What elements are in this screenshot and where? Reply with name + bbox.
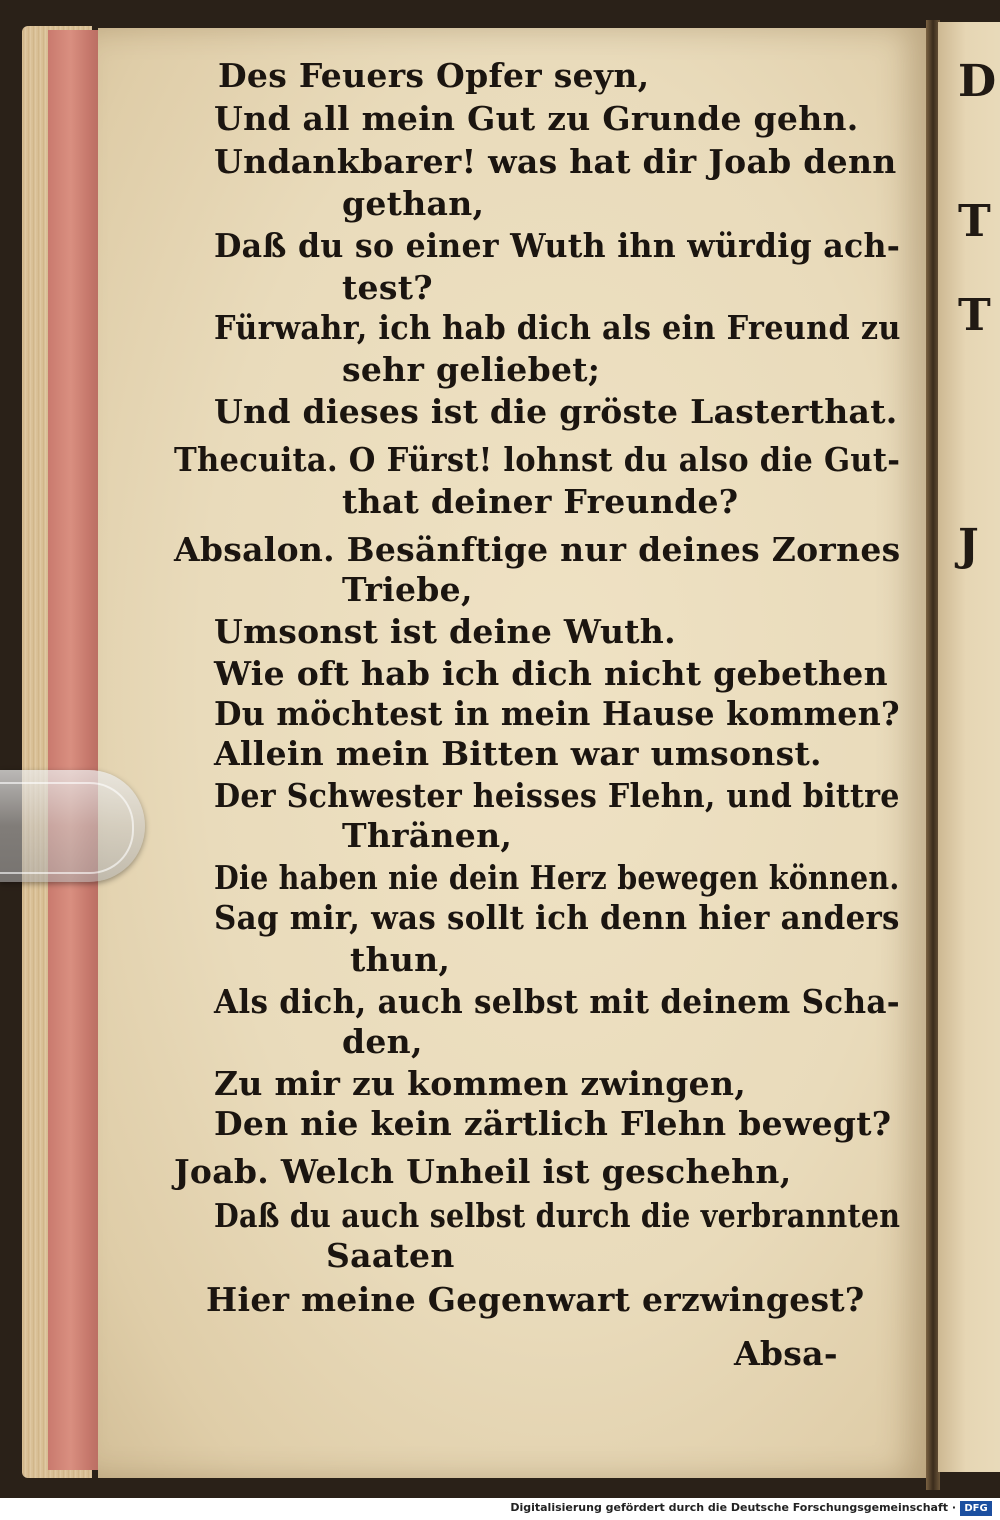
right-page-fragment: T [958,196,991,247]
text-line: Zu mir zu kommen zwingen, [214,1064,747,1103]
text-line: sehr geliebet; [342,350,601,389]
text-line: Saaten [326,1236,455,1275]
text-line: test? [342,268,433,307]
right-page-fragment: D [958,56,997,107]
footer-credit: Digitalisierung gefördert durch die Deutsche Forschungsgemeinschaft · [510,1501,956,1514]
dfg-logo: DFG [960,1501,992,1516]
right-page-fragment: T [958,290,991,341]
catchword: Absa- [734,1334,838,1373]
text-line: thun, [350,940,451,979]
speaker-line-thecuita: Thecuita. O Fürst! lohnst du also die Gut- [174,440,901,479]
text-line: Daß du auch selbst durch die verbrannten [214,1196,901,1235]
text-line: that deiner Freunde? [342,482,739,521]
right-page-fragment: J [958,520,979,571]
text-line: den, [342,1022,423,1061]
text-line: Sag mir, was sollt ich denn hier anders [214,898,900,937]
text-line: Als dich, auch selbst mit deinem Scha- [214,982,900,1021]
speaker-line-joab: Joab. Welch Unheil ist geschehn, [174,1152,792,1191]
speaker-line-absalon: Absalon. Besänftige nur deines Zornes [174,530,901,569]
text-line: gethan, [342,184,485,223]
text-line: Allein mein Bitten war umsonst. [214,734,822,773]
digitization-footer [0,1498,1000,1520]
text-line: Hier meine Gegenwart erzwingest? [206,1280,865,1319]
text-line: Und all mein Gut zu Grunde gehn. [214,99,859,138]
text-line: Umsonst ist deine Wuth. [214,612,676,651]
text-line: Du möchtest in mein Hause kommen? [214,694,900,733]
text-line: Die haben nie dein Herz bewegen können. [214,858,900,897]
text-line: Daß du so einer Wuth ihn würdig ach- [214,226,901,265]
text-line: Und dieses ist die gröste Lasterthat. [214,392,898,431]
text-line: Des Feuers Opfer seyn, [218,56,650,95]
text-line: Der Schwester heisses Flehn, und bittre [214,776,900,815]
text-line: Wie oft hab ich dich nicht gebethen [214,654,888,693]
text-line: Thränen, [342,816,513,855]
text-line: Undankbarer! was hat dir Joab denn [214,142,897,181]
text-line: Fürwahr, ich hab dich als ein Freund zu [214,308,901,347]
text-line: Den nie kein zärtlich Flehn bewegt? [214,1104,892,1143]
text-line: Triebe, [342,570,473,609]
